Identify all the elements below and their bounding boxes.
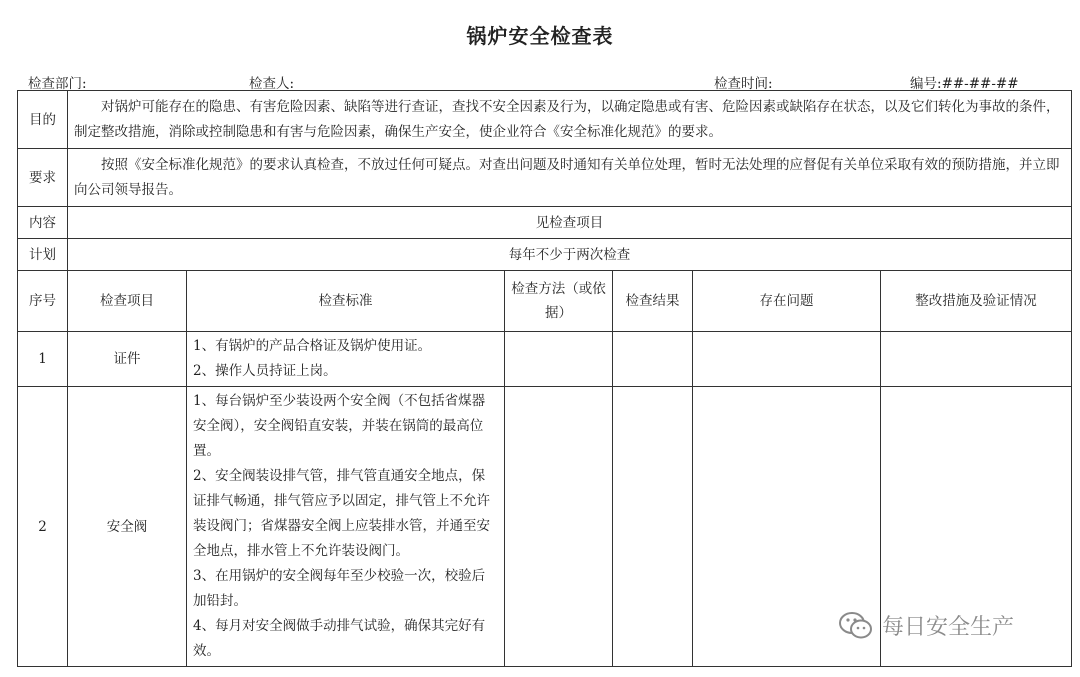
inspector-label: 检查人:: [249, 76, 295, 92]
row-result[interactable]: [613, 332, 693, 387]
row-seq: 1: [18, 332, 68, 387]
dept-label: 检查部门:: [28, 76, 87, 92]
purpose-text: 对锅炉可能存在的隐患、有害危险因素、缺陷等进行查证，查找不安全因素及行为，以确定隐患或有害、危险因素或缺陷存在状态，以及它们转化为事故的条件，制定整改措施，消除或控制隐患和有害与危险因素，确保生产安全，使企业符合《安全标准化规范》的要求。: [68, 91, 1072, 149]
row-result[interactable]: [613, 387, 693, 667]
watermark: [838, 610, 1014, 641]
plan-row: [18, 239, 1072, 271]
header-seq: 序号: [18, 271, 68, 332]
page-title: 锅炉安全检查表: [466, 24, 614, 48]
plan-value: 每年不少于两次检查: [68, 239, 1072, 271]
time-label: 检查时间:: [714, 76, 773, 92]
requirement-row: [18, 149, 1072, 207]
header-item: 检查项目: [68, 271, 187, 332]
number-value: ##-##-##: [941, 76, 1019, 92]
inspection-table: [17, 90, 1072, 667]
standard-line: 2、操作人员持证上岗。: [193, 363, 337, 379]
standard-line: 3、在用锅炉的安全阀每年至少校验一次，校验后加铅封。: [193, 568, 486, 609]
requirement-label: 要求: [18, 149, 68, 207]
row-rectify[interactable]: [881, 332, 1072, 387]
number-label: 编号:: [910, 76, 942, 92]
header-rectify: 整改措施及验证情况: [881, 271, 1072, 332]
row-method[interactable]: [505, 387, 613, 667]
wechat-icon: [838, 611, 874, 641]
standard-line: 2、安全阀装设排气管，排气管直通安全地点，保证排气畅通，排气管应予以固定，排气管上不允许装设阀门；省煤器安全阀上应装排水管，并通至安全地点，排水管上不允许装设阀门。: [193, 468, 490, 559]
plan-label: 计划: [18, 239, 68, 271]
header-result: 检查结果: [613, 271, 693, 332]
standard-line: 4、每月对安全阀做手动排气试验，确保其完好有效。: [193, 618, 486, 659]
row-item: 安全阀: [68, 387, 187, 667]
watermark-text: 每日安全生产: [882, 615, 1015, 640]
row-standard: [187, 332, 505, 387]
header-row: [18, 271, 1072, 332]
requirement-text: 按照《安全标准化规范》的要求认真检查，不放过任何可疑点。对查出问题及时通知有关单位处理，暂时无法处理的应督促有关单位采取有效的预防措施，并立即向公司领导报告。: [68, 149, 1072, 207]
header-method: 检查方法（或依据）: [505, 271, 613, 332]
number-field: [910, 72, 1019, 92]
header-problem: 存在问题: [693, 271, 881, 332]
purpose-label: 目的: [18, 91, 68, 149]
row-method[interactable]: [505, 332, 613, 387]
purpose-row: [18, 91, 1072, 149]
content-value: 见检查项目: [68, 207, 1072, 239]
row-item: 证件: [68, 332, 187, 387]
standard-line: 1、每台锅炉至少装设两个安全阀（不包括省煤器安全阀），安全阀铅直安装，并装在锅筒的最高位置。: [193, 393, 486, 459]
content-row: [18, 207, 1072, 239]
row-problem[interactable]: [693, 332, 881, 387]
table-row: [18, 332, 1072, 387]
content-label: 内容: [18, 207, 68, 239]
row-standard: [187, 387, 505, 667]
standard-line: 1、有锅炉的产品合格证及锅炉使用证。: [193, 338, 432, 354]
row-seq: 2: [18, 387, 68, 667]
header-standard: 检查标准: [187, 271, 505, 332]
